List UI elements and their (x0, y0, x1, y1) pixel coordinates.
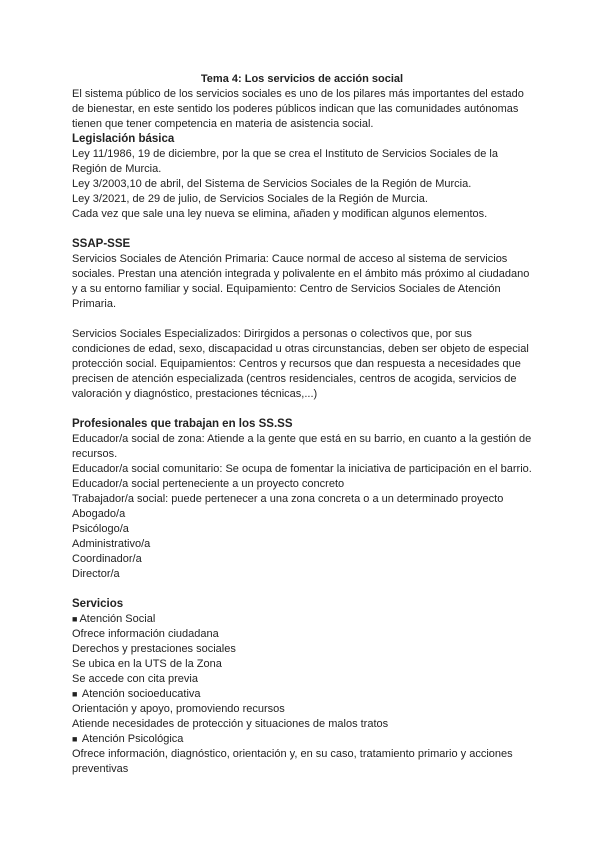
square-bullet-icon: ■ (72, 689, 78, 699)
ssap-heading: SSAP-SSE (72, 238, 131, 250)
intro-paragraph: El sistema público de los servicios sociales es uno de los pilares más importantes del estado de bienestar, en este sentido los poderes públicos indican que las comunidades autónomas tienen que tener competencia en materia de asistencia social. (72, 88, 524, 130)
ssap-especializados-paragraph: Servicios Sociales Especializados: Dirirgidos a personas o colectivos que, por sus condiciones de edad, sexo, discapacidad u otras circunstancias, deben ser objeto de especial protección social. Equipamientos: Centros y recursos que dan respuesta a necesidades que precisen de atención especializada (centros residenciales, centros de acogida, servicios de valoración y diagnóstico, prestaciones técnicas,...) (72, 328, 529, 400)
square-bullet-icon: ■ (72, 614, 78, 624)
servicio-bullet (72, 732, 532, 747)
profesional-item: Administrativo/a (72, 538, 151, 550)
profesional-item: Director/a (72, 568, 120, 580)
servicio-line: Ofrece información ciudadana (72, 628, 219, 640)
square-bullet-icon: ■ (72, 734, 78, 744)
profesional-item: Abogado/a (72, 508, 126, 520)
profesionales-heading: Profesionales que trabajan en los SS.SS (72, 418, 293, 430)
servicio-label: Atención Social (79, 613, 156, 625)
profesional-item: Educador/a social perteneciente a un proyecto concreto (72, 478, 345, 490)
servicio-bullet (72, 687, 532, 702)
servicios-heading: Servicios (72, 598, 124, 610)
profesional-item: Coordinador/a (72, 553, 142, 565)
spacer (72, 402, 532, 417)
profesional-item: Educador/a social de zona: Atiende a la gente que está en su barrio, en cuanto a la gestión de recursos. (72, 433, 532, 460)
spacer (72, 582, 532, 597)
servicio-line: Se accede con cita previa (72, 673, 198, 685)
profesional-item: Trabajador/a social: puede pertenecer a una zona concreta o a un determinado proyecto (72, 493, 504, 505)
profesional-item: Educador/a social comunitario: Se ocupa de fomentar la iniciativa de participación en el barrio. (72, 463, 532, 475)
servicio-line: Ofrece información, diagnóstico, orientación y, en su caso, tratamiento primario y acciones preventivas (72, 748, 513, 775)
servicio-line: Atiende necesidades de protección y situaciones de malos tratos (72, 718, 389, 730)
legislacion-line: Ley 3/2003,10 de abril, del Sistema de Servicios Sociales de la Región de Murcia. (72, 178, 472, 190)
servicio-line: Orientación y apoyo, promoviendo recursos (72, 703, 285, 715)
legislacion-line: Ley 11/1986, 19 de diciembre, por la que se crea el Instituto de Servicios Sociales de la Región de Murcia. (72, 148, 498, 175)
legislacion-heading: Legislación básica (72, 133, 175, 145)
page-title: Tema 4: Los servicios de acción social (200, 73, 404, 85)
servicio-line: Derechos y prestaciones sociales (72, 643, 236, 655)
servicio-line: Se ubica en la UTS de la Zona (72, 658, 222, 670)
legislacion-line: Ley 3/2021, de 29 de julio, de Servicios Sociales de la Región de Murcia. (72, 193, 428, 205)
spacer (72, 222, 532, 237)
profesional-item: Psicólogo/a (72, 523, 129, 535)
document-content (72, 72, 532, 777)
legislacion-line: Cada vez que sale una ley nueva se elimina, añaden y modifican algunos elementos. (72, 208, 488, 220)
spacer (72, 312, 532, 327)
servicio-label: Atención Psicológica (81, 733, 184, 745)
servicio-bullet (72, 612, 532, 627)
servicio-label: Atención socioeducativa (81, 688, 201, 700)
ssap-primaria-paragraph: Servicios Sociales de Atención Primaria: Cauce normal de acceso al sistema de servicios sociales. Prestan una atención integrada y polivalente en el ámbito más próximo al ciudadano y a su entorno familiar y social. Equipamiento: Centro de Servicios Sociales de Atención Primaria. (72, 253, 530, 310)
